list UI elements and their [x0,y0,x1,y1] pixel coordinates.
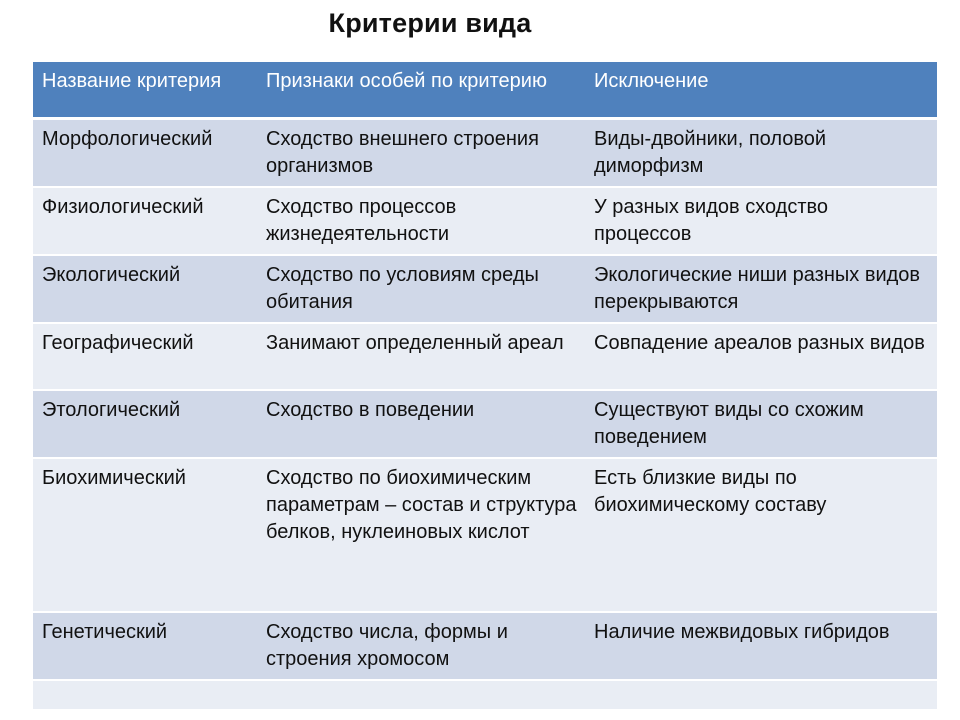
empty-cell [257,680,585,710]
table-row [33,255,937,323]
criterion-exception: У разных видов сходство процессов [585,187,937,255]
criterion-exception: Экологические ниши разных видов перекрываются [585,255,937,323]
criterion-name: Физиологический [33,187,257,255]
table-row [33,118,937,187]
empty-cell [33,680,257,710]
column-header-exception: Исключение [585,62,937,118]
table-row [33,187,937,255]
page-title: Критерии вида [328,8,532,38]
criterion-exception: Существуют виды со схожим поведением [585,390,937,458]
table-row [33,323,937,390]
criterion-exception: Виды-двойники, половой диморфизм [585,118,937,187]
criterion-signs: Сходство по условиям среды обитания [257,255,585,323]
table-row-empty [33,680,937,710]
criterion-name: Генетический [33,612,257,680]
criterion-name: Морфологический [33,118,257,187]
criterion-signs: Сходство внешнего строения организмов [257,118,585,187]
criterion-exception: Наличие межвидовых гибридов [585,612,937,680]
criterion-signs: Занимают определенный ареал [257,323,585,390]
criteria-table [33,62,937,711]
column-header-name: Название критерия [33,62,257,118]
criterion-exception: Совпадение ареалов разных видов [585,323,937,390]
criterion-exception: Есть близкие виды по биохимическому составу [585,458,937,612]
column-header-signs: Признаки особей по критерию [257,62,585,118]
table-row [33,612,937,680]
criterion-name: Экологический [33,255,257,323]
criterion-signs: Сходство в поведении [257,390,585,458]
table-row [33,458,937,612]
criterion-signs: Сходство процессов жизнедеятельности [257,187,585,255]
criterion-name: Этологический [33,390,257,458]
empty-cell [585,680,937,710]
criterion-signs: Сходство по биохимическим параметрам – состав и структура белков, нуклеиновых кислот [257,458,585,612]
criterion-name: Географический [33,323,257,390]
table-row [33,390,937,458]
criterion-signs: Сходство числа, формы и строения хромосом [257,612,585,680]
table-header-row [33,62,937,118]
criterion-name: Биохимический [33,458,257,612]
